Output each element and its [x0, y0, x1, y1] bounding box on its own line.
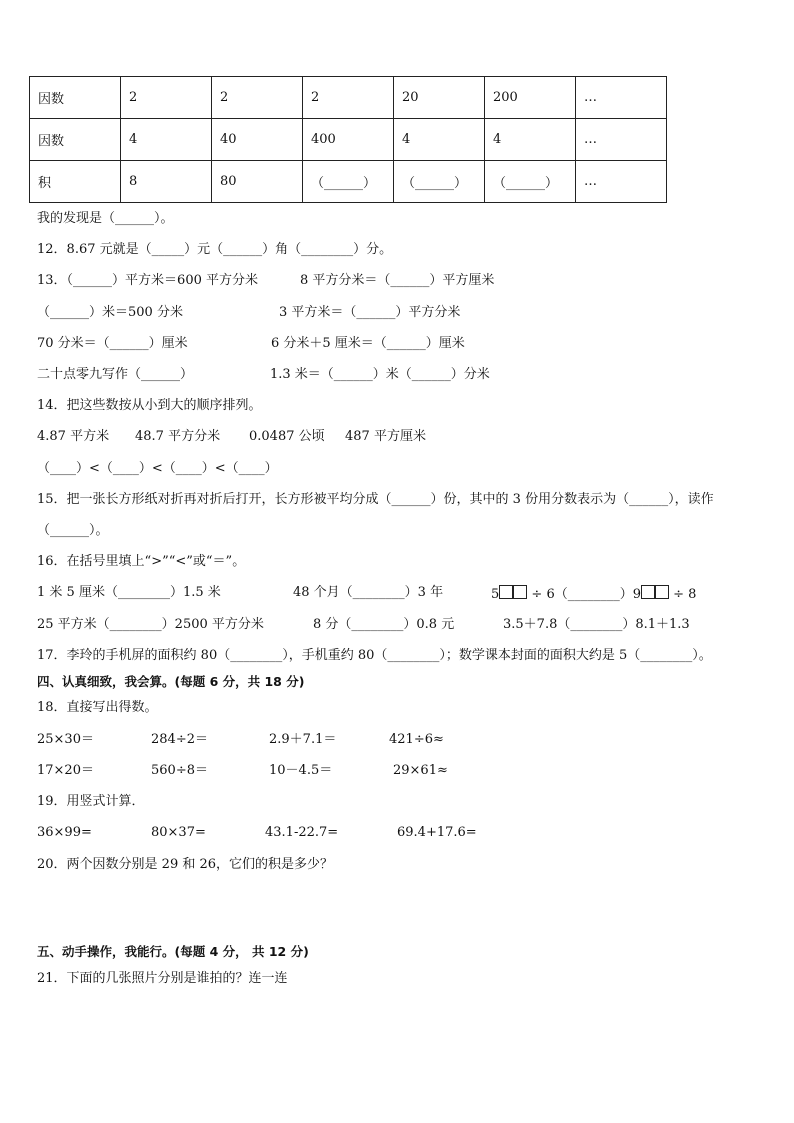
- q14-order: （____）<（____）<（____）<（____）: [37, 461, 278, 476]
- q19-item: 36×99=: [37, 825, 92, 840]
- section-5-heading: 五、动手操作，我能行。(每题 4 分， 共 12 分): [37, 944, 309, 959]
- table-cell: …: [576, 77, 667, 119]
- question-13-h: 1.3 米＝（______）米（______）分米: [270, 367, 490, 382]
- q16-c-prefix: 5: [491, 587, 500, 602]
- question-13-f: 6 分米＋5 厘米＝（______）厘米: [271, 336, 465, 351]
- q14-item: 48.7 平方分米: [135, 429, 221, 444]
- q16-f: 3.5＋7.8（________）8.1＋1.3: [503, 617, 690, 632]
- q19-item: 43.1-22.7=: [265, 825, 339, 840]
- table-cell: 200: [485, 77, 576, 119]
- factor-table: [29, 76, 667, 203]
- discovery-line: 我的发现是（______）。: [37, 211, 174, 226]
- question-20: 20．两个因数分别是 29 和 26，它们的积是多少？: [37, 857, 334, 872]
- table-cell: 20: [394, 77, 485, 119]
- table-cell: …: [576, 119, 667, 161]
- digit-box[interactable]: [655, 585, 669, 599]
- q19-item: 69.4+17.6=: [397, 825, 477, 840]
- row-label: 积: [30, 161, 121, 203]
- table-cell: 4: [485, 119, 576, 161]
- table-row: [30, 161, 667, 203]
- row-label: 因数: [30, 77, 121, 119]
- answer-blank[interactable]: （______）: [394, 161, 485, 203]
- q18-item: 421÷6≈: [389, 732, 444, 747]
- question-13-a: 13．（______）平方米＝600 平方分米: [37, 273, 258, 288]
- answer-blank[interactable]: （______）: [303, 161, 394, 203]
- table-cell: 400: [303, 119, 394, 161]
- question-19: 19．用竖式计算．: [37, 794, 145, 809]
- section-4-heading: 四、认真细致，我会算。(每题 6 分，共 18 分): [37, 674, 305, 689]
- question-14: 14．把这些数按从小到大的顺序排列。: [37, 398, 262, 413]
- digit-box[interactable]: [641, 585, 655, 599]
- q14-item: 4.87 平方米: [37, 429, 110, 444]
- table-cell: 80: [212, 161, 303, 203]
- q16-d: 25 平方米（________）2500 平方分米: [37, 617, 264, 632]
- table-cell: 40: [212, 119, 303, 161]
- q14-item: 487 平方厘米: [345, 429, 426, 444]
- table-cell: 2: [121, 77, 212, 119]
- table-cell: 4: [121, 119, 212, 161]
- q18-item: 10－4.5＝: [269, 763, 333, 778]
- question-15-line1: 15．把一张长方形纸对折再对折后打开，长方形被平均分成（______）份，其中的 3 份用分数表示为（______），读作: [37, 492, 714, 507]
- question-13-c: （______）米＝500 分米: [37, 305, 183, 320]
- question-13-d: 3 平方米＝（______）平方分米: [279, 305, 461, 320]
- question-17: 17．李玲的手机屏的面积约 80（________），手机重约 80（________）；数学课本封面的面积大约是 5（________）。: [37, 648, 712, 663]
- digit-box[interactable]: [513, 585, 527, 599]
- q16-a: 1 米 5 厘米（________）1.5 米: [37, 585, 221, 600]
- q19-item: 80×37=: [151, 825, 206, 840]
- question-18: 18．直接写出得数。: [37, 700, 158, 715]
- q18-item: 25×30＝: [37, 732, 94, 747]
- q18-item: 2.9＋7.1＝: [269, 732, 337, 747]
- question-15-line2: （______）。: [37, 523, 109, 538]
- question-13-e: 70 分米＝（______）厘米: [37, 336, 188, 351]
- table-cell: 2: [212, 77, 303, 119]
- answer-blank[interactable]: （______）: [485, 161, 576, 203]
- question-13-g: 二十点零九写作（______）: [37, 367, 194, 382]
- q16-c-end: ÷ 8: [673, 587, 697, 602]
- q16-e: 8 分（________）0.8 元: [313, 617, 455, 632]
- q16-c: [491, 585, 696, 603]
- q18-item: 560÷8＝: [151, 763, 208, 778]
- table-row: [30, 77, 667, 119]
- table-cell: 4: [394, 119, 485, 161]
- q18-item: 284÷2＝: [151, 732, 208, 747]
- table-cell: …: [576, 161, 667, 203]
- table-cell: 8: [121, 161, 212, 203]
- row-label: 因数: [30, 119, 121, 161]
- question-21: 21．下面的几张照片分别是谁拍的？连一连: [37, 971, 288, 986]
- table-cell: 2: [303, 77, 394, 119]
- question-13-b: 8 平方分米＝（______）平方厘米: [300, 273, 495, 288]
- q16-c-middle: ÷ 6（________）9: [531, 587, 641, 602]
- q18-item: 29×61≈: [393, 763, 448, 778]
- question-12: 12．8.67 元就是（_____）元（______）角（________）分。: [37, 242, 393, 257]
- q18-item: 17×20＝: [37, 763, 94, 778]
- digit-box[interactable]: [499, 585, 513, 599]
- table-row: [30, 119, 667, 161]
- question-16: 16．在括号里填上“>”“<”或“＝”。: [37, 554, 246, 569]
- q16-b: 48 个月（________）3 年: [293, 585, 444, 600]
- q14-item: 0.0487 公顷: [249, 429, 325, 444]
